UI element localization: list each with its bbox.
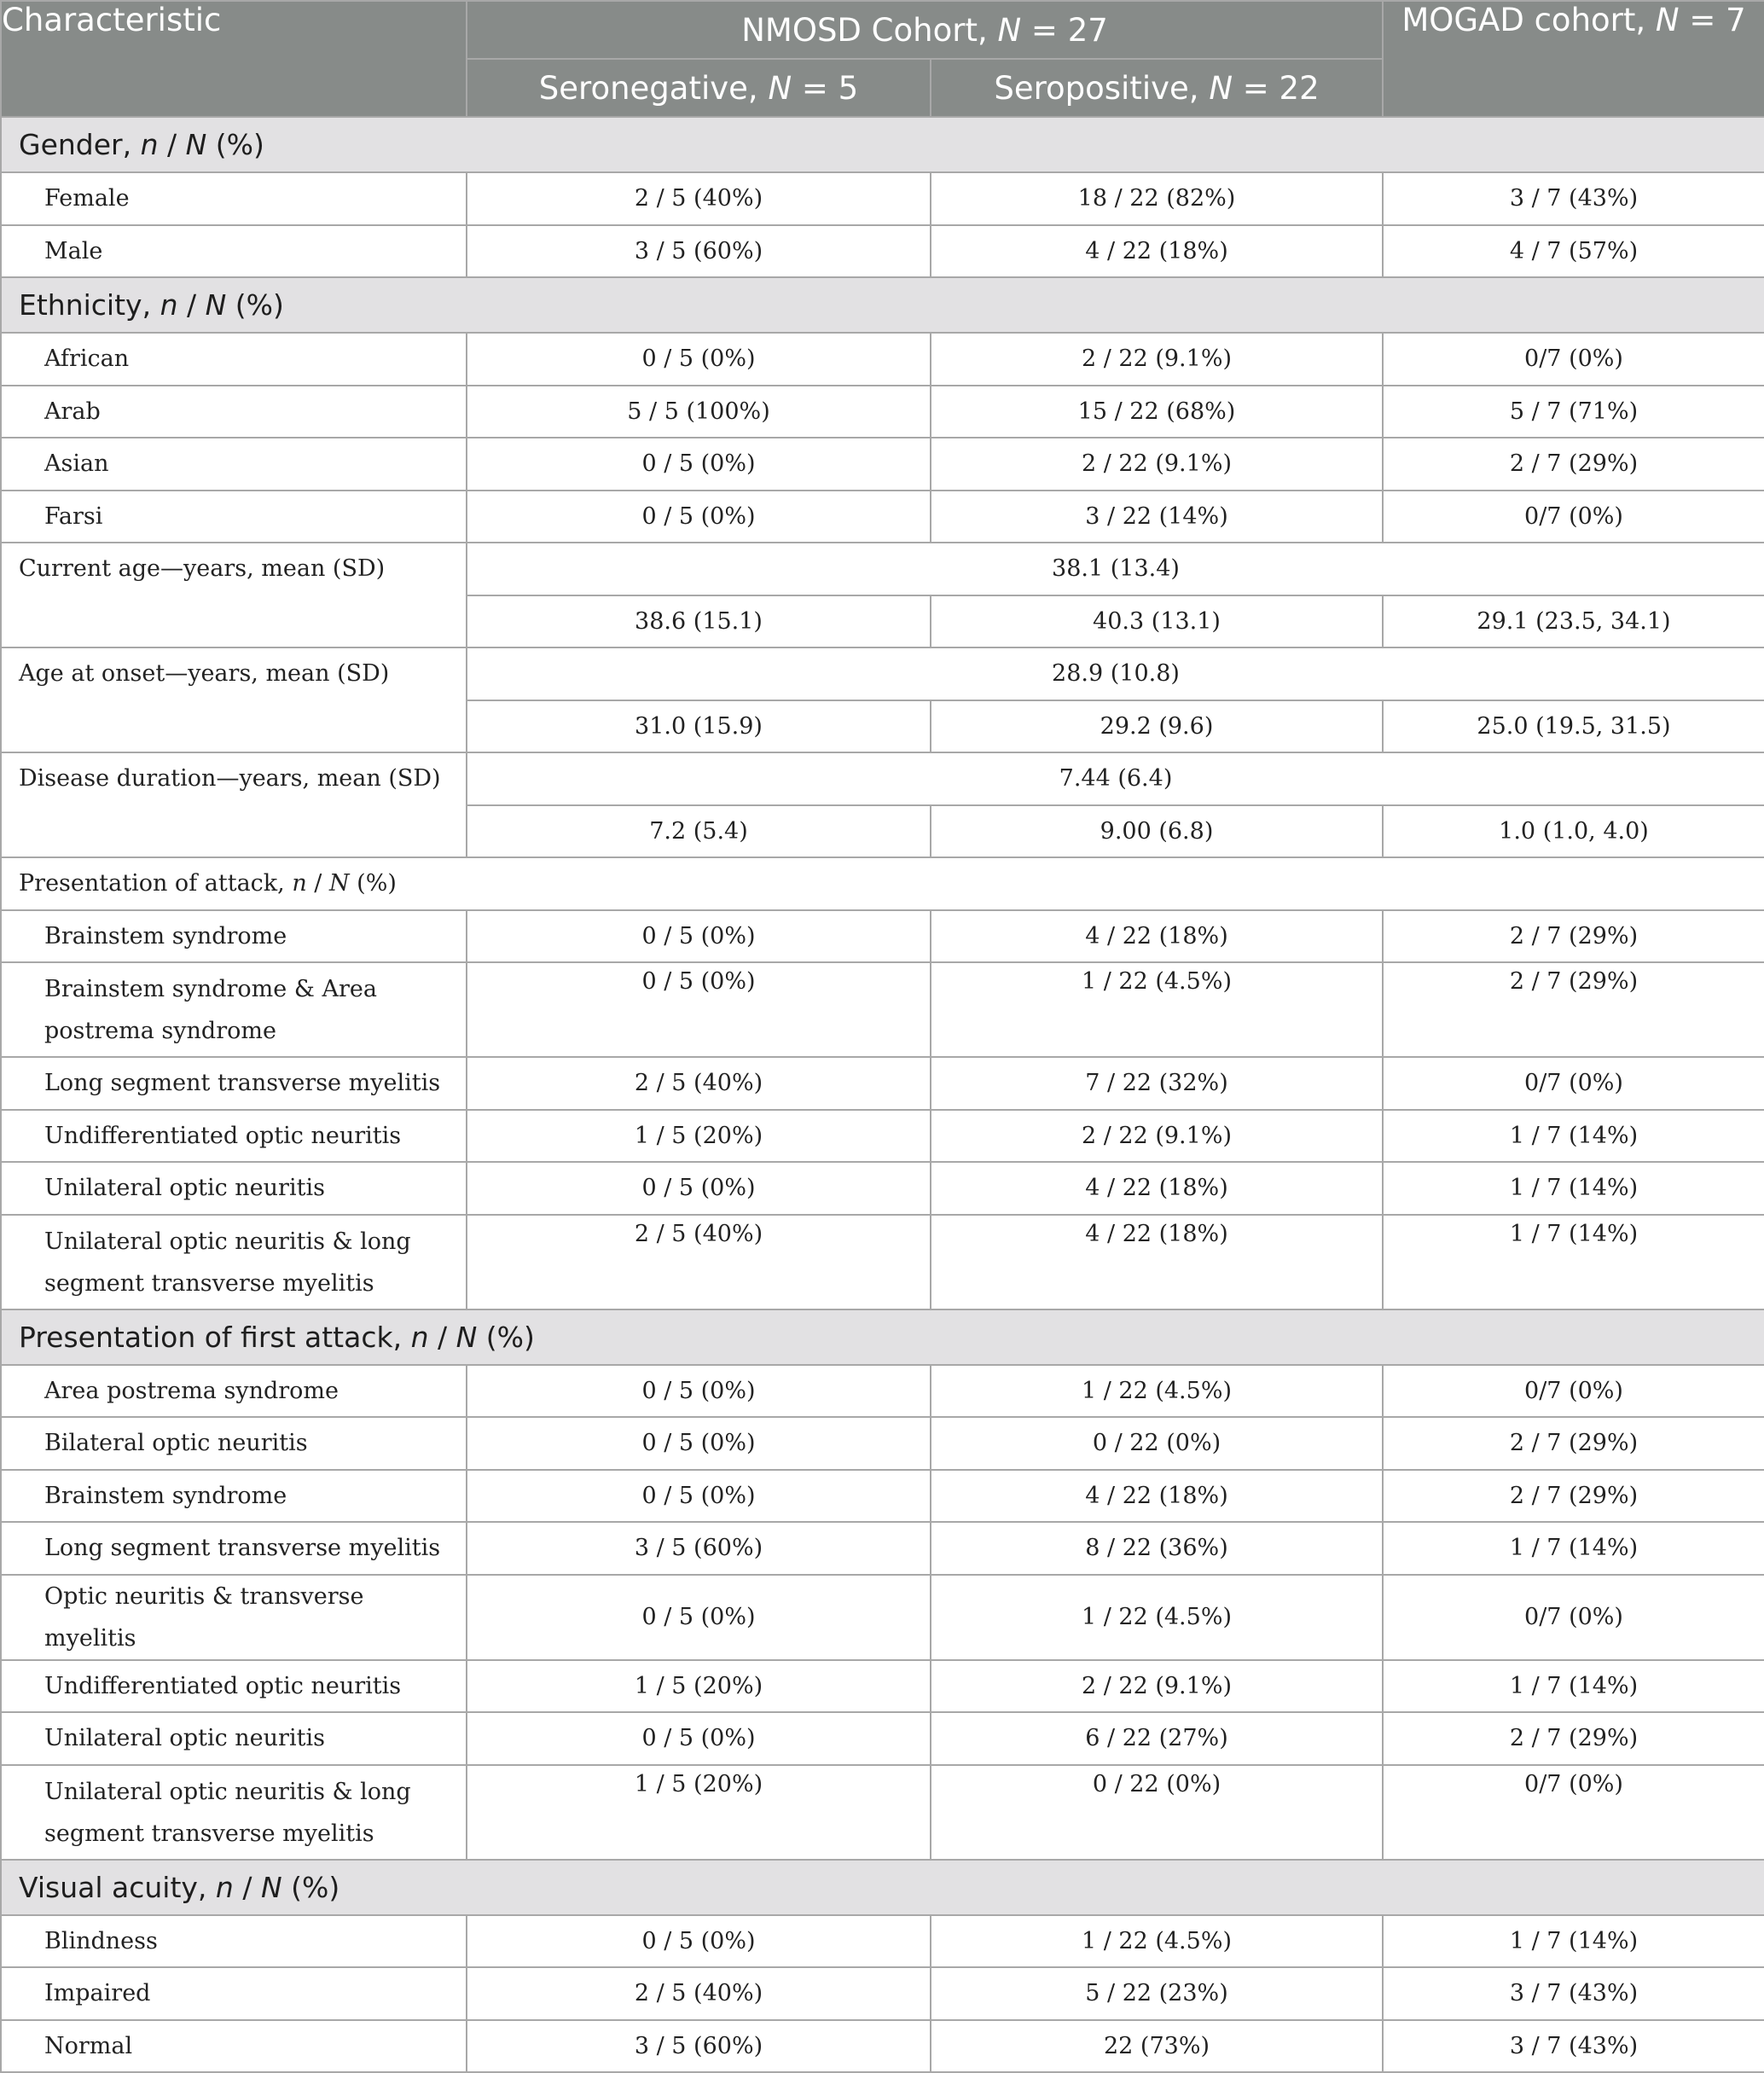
cell-seropositive: 15 / 22 (68%) [931, 386, 1383, 438]
cell-seronegative: 3 / 5 (60%) [467, 2020, 931, 2073]
header-seronegative: Seronegative, N = 5 [467, 59, 931, 117]
section-gender: Gender, n / N (%) [1, 117, 1764, 172]
cell-mogad: 0/7 (0%) [1383, 333, 1764, 386]
cell-seronegative: 0 / 5 (0%) [467, 1915, 931, 1968]
row-label: Brainstem syndrome [1, 1470, 467, 1523]
cell-seropositive: 1 / 22 (4.5%) [931, 962, 1383, 1057]
cell-seropositive: 4 / 22 (18%) [931, 910, 1383, 963]
cell-seronegative: 0 / 5 (0%) [467, 1575, 931, 1660]
cell-seronegative: 2 / 5 (40%) [467, 1057, 931, 1110]
cell-mogad: 0/7 (0%) [1383, 491, 1764, 543]
row-label: Unilateral optic neuritis & long segment transverse myelitis [1, 1215, 467, 1309]
cell-mogad: 29.1 (23.5, 34.1) [1383, 595, 1764, 648]
cell-mogad: 3 / 7 (43%) [1383, 2020, 1764, 2073]
cell-seropositive: 2 / 22 (9.1%) [931, 1660, 1383, 1713]
row-label: Normal [1, 2020, 467, 2073]
row-label: Unilateral optic neuritis [1, 1162, 467, 1215]
cell-seronegative: 7.2 (5.4) [467, 805, 931, 858]
cell-seropositive: 5 / 22 (23%) [931, 1967, 1383, 2020]
cell-seropositive: 29.2 (9.6) [931, 700, 1383, 753]
row-label: African [1, 333, 467, 386]
table-row [1, 386, 1764, 438]
table-row [1, 491, 1764, 543]
cell-seropositive: 22 (73%) [931, 2020, 1383, 2073]
table-row [1, 1215, 1764, 1309]
cell-mogad: 2 / 7 (29%) [1383, 1417, 1764, 1470]
cell-seropositive: 18 / 22 (82%) [931, 172, 1383, 225]
section-first-attack: Presentation of first attack, n / N (%) [1, 1309, 1764, 1365]
table-row [1, 1470, 1764, 1523]
row-label: Brainstem syndrome & Area postrema syndrome [1, 962, 467, 1057]
cell-mogad: 2 / 7 (29%) [1383, 438, 1764, 491]
cell-mogad: 1 / 7 (14%) [1383, 1660, 1764, 1713]
cell-seronegative: 0 / 5 (0%) [467, 1417, 931, 1470]
row-label: Undifferentiated optic neuritis [1, 1110, 467, 1163]
cell-mogad: 1 / 7 (14%) [1383, 1522, 1764, 1575]
header-mogad-cohort: MOGAD cohort, N = 7 [1383, 1, 1764, 117]
cell-seronegative: 2 / 5 (40%) [467, 1215, 931, 1309]
row-label: Bilateral optic neuritis [1, 1417, 467, 1470]
cell-seronegative: 1 / 5 (20%) [467, 1765, 931, 1860]
cell-mogad: 3 / 7 (43%) [1383, 1967, 1764, 2020]
cell-mogad: 1 / 7 (14%) [1383, 1215, 1764, 1309]
cell-seronegative: 5 / 5 (100%) [467, 386, 931, 438]
cell-seropositive: 1 / 22 (4.5%) [931, 1365, 1383, 1418]
row-label: Farsi [1, 491, 467, 543]
table-row [1, 172, 1764, 225]
cell-seronegative: 2 / 5 (40%) [467, 1967, 931, 2020]
table-row [1, 1162, 1764, 1215]
section-presentation-of-attack: Presentation of attack, n / N (%) [1, 857, 1764, 910]
cell-seropositive: 8 / 22 (36%) [931, 1522, 1383, 1575]
cell-seropositive: 4 / 22 (18%) [931, 1162, 1383, 1215]
cell-seronegative: 38.6 (15.1) [467, 595, 931, 648]
cell-seropositive: 3 / 22 (14%) [931, 491, 1383, 543]
cell-mogad: 2 / 7 (29%) [1383, 1470, 1764, 1523]
cell-seronegative: 1 / 5 (20%) [467, 1660, 931, 1713]
cell-seronegative: 0 / 5 (0%) [467, 491, 931, 543]
cell-mogad: 0/7 (0%) [1383, 1365, 1764, 1418]
header-nmosd-cohort: NMOSD Cohort, N = 27 [467, 1, 1383, 59]
row-label: Arab [1, 386, 467, 438]
cell-mogad: 3 / 7 (43%) [1383, 172, 1764, 225]
cell-seropositive: 40.3 (13.1) [931, 595, 1383, 648]
section-visual-acuity: Visual acuity, n / N (%) [1, 1860, 1764, 1915]
cell-mogad: 5 / 7 (71%) [1383, 386, 1764, 438]
cell-seropositive: 0 / 22 (0%) [931, 1765, 1383, 1860]
table-row [1, 1522, 1764, 1575]
row-label: Unilateral optic neuritis [1, 1712, 467, 1765]
cell-seronegative: 0 / 5 (0%) [467, 1712, 931, 1765]
cell-mogad: 2 / 7 (29%) [1383, 1712, 1764, 1765]
cell-seropositive: 4 / 22 (18%) [931, 225, 1383, 278]
cell-seronegative: 0 / 5 (0%) [467, 333, 931, 386]
cell-seronegative: 2 / 5 (40%) [467, 172, 931, 225]
row-label: Blindness [1, 1915, 467, 1968]
table-row [1, 438, 1764, 491]
cell-seropositive: 2 / 22 (9.1%) [931, 333, 1383, 386]
cell-seropositive: 4 / 22 (18%) [931, 1215, 1383, 1309]
cell-seronegative: 0 / 5 (0%) [467, 910, 931, 963]
cell-seropositive: 1 / 22 (4.5%) [931, 1575, 1383, 1660]
cell-mogad: 1.0 (1.0, 4.0) [1383, 805, 1764, 858]
cell-seronegative: 0 / 5 (0%) [467, 438, 931, 491]
row-label: Brainstem syndrome [1, 910, 467, 963]
cell-total: 28.9 (10.8) [467, 647, 1764, 700]
row-label: Long segment transverse myelitis [1, 1522, 467, 1575]
cell-mogad: 0/7 (0%) [1383, 1575, 1764, 1660]
cell-seronegative: 0 / 5 (0%) [467, 1365, 931, 1418]
row-label: Male [1, 225, 467, 278]
row-label-current-age: Current age—years, mean (SD) [1, 543, 467, 647]
row-label-age-onset: Age at onset—years, mean (SD) [1, 647, 467, 752]
table-row [1, 647, 1764, 700]
table-row [1, 225, 1764, 278]
table-row [1, 1765, 1764, 1860]
table-row [1, 1057, 1764, 1110]
header-seropositive: Seropositive, N = 22 [931, 59, 1383, 117]
table-row [1, 752, 1764, 805]
cell-seropositive: 9.00 (6.8) [931, 805, 1383, 858]
table-row [1, 910, 1764, 963]
cell-mogad: 2 / 7 (29%) [1383, 962, 1764, 1057]
row-label: Unilateral optic neuritis & long segment transverse myelitis [1, 1765, 467, 1860]
cell-seropositive: 4 / 22 (18%) [931, 1470, 1383, 1523]
table-row [1, 1712, 1764, 1765]
cell-mogad: 1 / 7 (14%) [1383, 1110, 1764, 1163]
cell-seronegative: 3 / 5 (60%) [467, 225, 931, 278]
table-row [1, 543, 1764, 595]
cell-seropositive: 1 / 22 (4.5%) [931, 1915, 1383, 1968]
row-label: Impaired [1, 1967, 467, 2020]
cell-seronegative: 0 / 5 (0%) [467, 962, 931, 1057]
cell-mogad: 1 / 7 (14%) [1383, 1915, 1764, 1968]
table-row [1, 333, 1764, 386]
section-ethnicity: Ethnicity, n / N (%) [1, 277, 1764, 333]
table-row [1, 1967, 1764, 2020]
table-row [1, 1417, 1764, 1470]
row-label: Area postrema syndrome [1, 1365, 467, 1418]
table-row [1, 1110, 1764, 1163]
row-label: Long segment transverse myelitis [1, 1057, 467, 1110]
cell-seropositive: 2 / 22 (9.1%) [931, 438, 1383, 491]
row-label: Asian [1, 438, 467, 491]
cell-total: 7.44 (6.4) [467, 752, 1764, 805]
cell-seronegative: 0 / 5 (0%) [467, 1470, 931, 1523]
cell-seronegative: 31.0 (15.9) [467, 700, 931, 753]
cell-mogad: 0/7 (0%) [1383, 1057, 1764, 1110]
row-label: Female [1, 172, 467, 225]
row-label: Undifferentiated optic neuritis [1, 1660, 467, 1713]
cell-seronegative: 3 / 5 (60%) [467, 1522, 931, 1575]
cell-seropositive: 6 / 22 (27%) [931, 1712, 1383, 1765]
cell-mogad: 2 / 7 (29%) [1383, 910, 1764, 963]
cell-mogad: 1 / 7 (14%) [1383, 1162, 1764, 1215]
table-row [1, 1915, 1764, 1968]
cell-mogad: 4 / 7 (57%) [1383, 225, 1764, 278]
row-label-disease-duration: Disease duration—years, mean (SD) [1, 752, 467, 857]
cell-seronegative: 0 / 5 (0%) [467, 1162, 931, 1215]
table-row [1, 1575, 1764, 1660]
cell-seropositive: 0 / 22 (0%) [931, 1417, 1383, 1470]
cell-mogad: 25.0 (19.5, 31.5) [1383, 700, 1764, 753]
table-row [1, 2020, 1764, 2073]
row-label: Optic neuritis & transverse myelitis [1, 1575, 467, 1660]
table-row [1, 1660, 1764, 1713]
cell-seropositive: 2 / 22 (9.1%) [931, 1110, 1383, 1163]
cell-mogad: 0/7 (0%) [1383, 1765, 1764, 1860]
cell-seropositive: 7 / 22 (32%) [931, 1057, 1383, 1110]
header-characteristic: Characteristic [1, 1, 467, 117]
cell-seronegative: 1 / 5 (20%) [467, 1110, 931, 1163]
table-row [1, 962, 1764, 1057]
cell-total: 38.1 (13.4) [467, 543, 1764, 595]
table-row [1, 1365, 1764, 1418]
